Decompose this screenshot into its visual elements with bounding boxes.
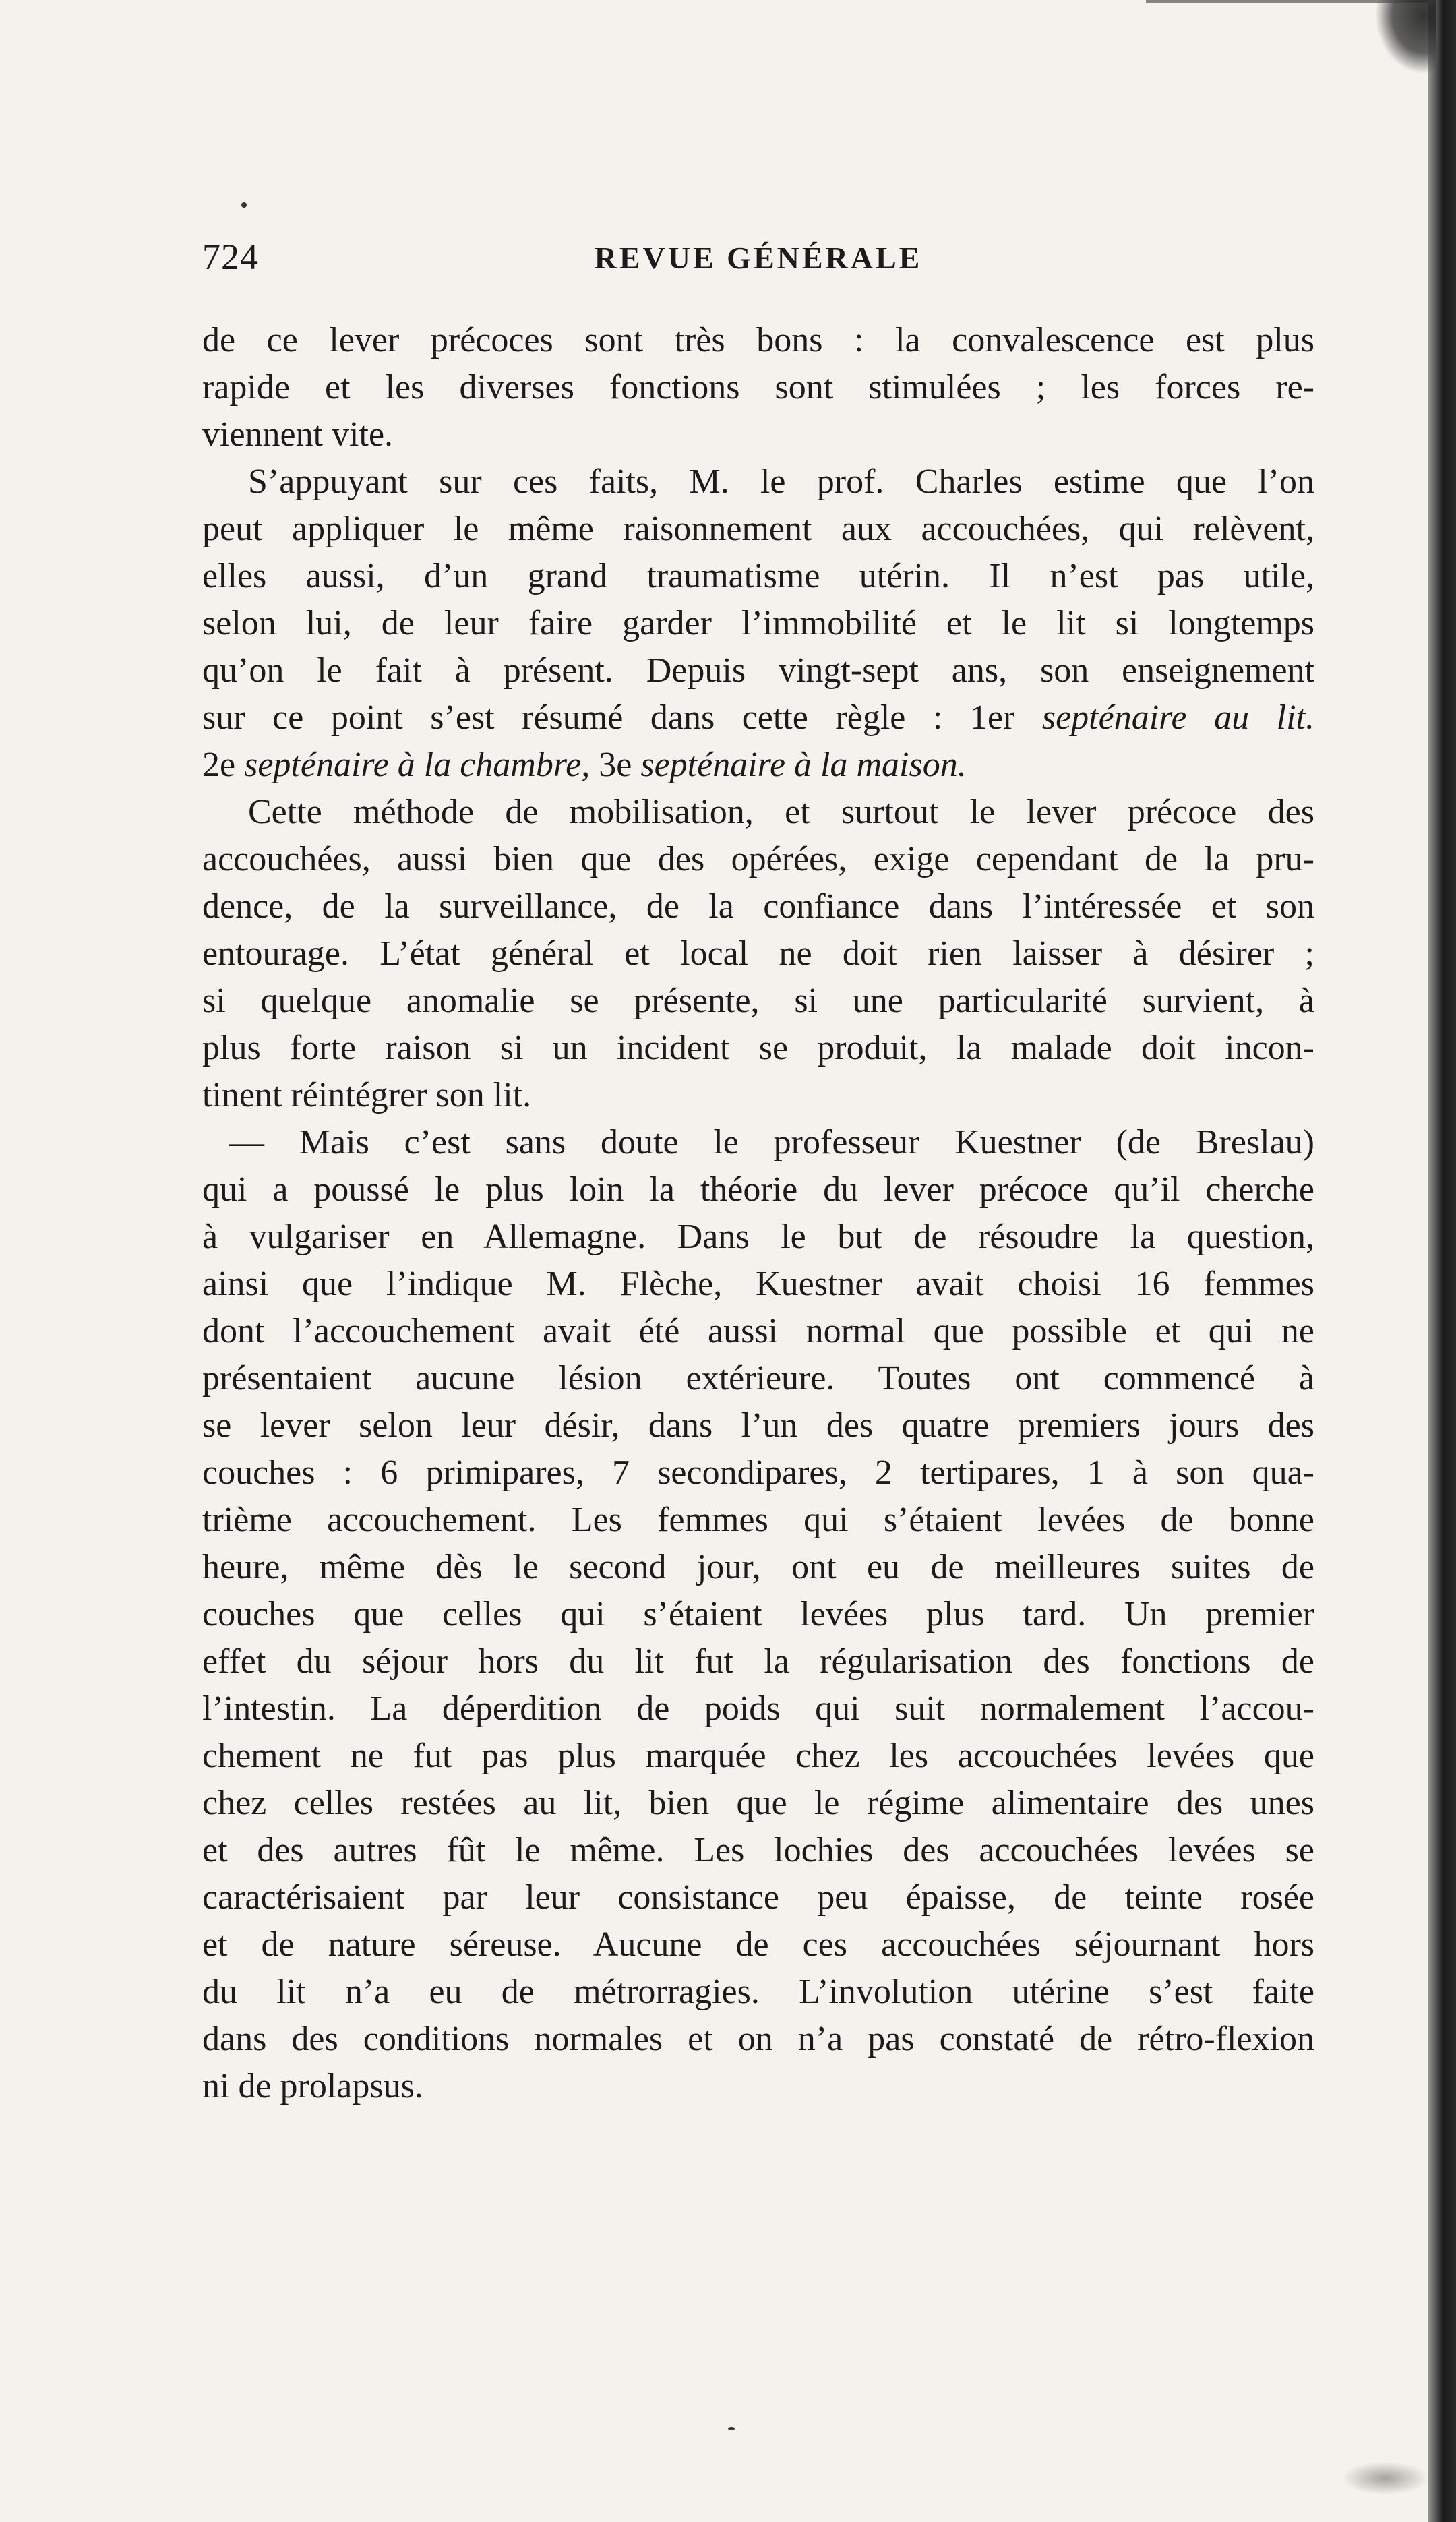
text-line: couches que celles qui s’étaient levées plus tard. Un premier <box>202 1595 1314 1633</box>
text-line: dence, de la surveillance, de la confiance dans l’intéressée et son <box>202 887 1314 926</box>
text-line: plus forte raison si un incident se produit, la malade doit incon- <box>202 1029 1314 1067</box>
text-line: elles aussi, d’un grand traumatisme utérin. Il n’est pas utile, <box>202 557 1314 595</box>
page-right-edge-shadow <box>1428 0 1456 2522</box>
corner-scan-mark <box>1375 0 1436 74</box>
ink-speck <box>241 202 247 208</box>
bottom-scan-smudge <box>1341 2461 1429 2495</box>
text-line: ni de prolapsus. <box>202 2067 423 2105</box>
text-line: heure, même dès le second jour, ont eu de meilleures suites de <box>202 1548 1314 1586</box>
text-line: de ce lever précoces sont très bons : la convalescence est plus <box>202 321 1314 359</box>
text-line: viennent vite. <box>202 415 394 454</box>
text-line: chez celles restées au lit, bien que le régime alimentaire des unes <box>202 1784 1314 1822</box>
text-line: si quelque anomalie se présente, si une particularité survient, à <box>202 982 1314 1020</box>
text-line: rapide et les diverses fonctions sont stimulées ; les forces re- <box>202 368 1314 407</box>
running-title: REVUE GÉNÉRALE <box>594 241 923 275</box>
text-line: Cette méthode de mobilisation, et surtout le lever précoce des <box>248 793 1314 831</box>
text-line: selon lui, de leur faire garder l’immobilité et le lit si longtemps <box>202 604 1314 642</box>
text-line: et des autres fût le même. Les lochies des accouchées levées se <box>202 1831 1314 1869</box>
text-line: et de nature séreuse. Aucune de ces accouchées séjournant hors <box>202 1925 1314 1964</box>
text-line: accouchées, aussi bien que des opérées, exige cependant de la pru- <box>202 840 1314 878</box>
text-fragment: sur ce point s’est résumé dans cette règle : 1er <box>202 698 1015 737</box>
text-line: présentaient aucune lésion extérieure. Toutes ont commencé à <box>202 1359 1314 1398</box>
text-line: couches : 6 primipares, 7 secondipares, 2 tertipares, 1 à son qua- <box>202 1453 1314 1492</box>
text-line: effet du séjour hors du lit fut la régularisation des fonctions de <box>202 1642 1314 1681</box>
italic-phrase: septénaire à la chambre, <box>244 746 590 784</box>
text-fragment: 3e <box>599 746 632 784</box>
italic-phrase: septénaire au lit. <box>1041 698 1314 737</box>
text-line: se lever selon leur désir, dans l’un des quatre premiers jours des <box>202 1406 1314 1445</box>
text-line: chement ne fut pas plus marquée chez les accouchées levées que <box>202 1737 1314 1775</box>
text-line: S’appuyant sur ces faits, M. le prof. Charles estime que l’on <box>248 462 1314 501</box>
text-line: ainsi que l’indique M. Flèche, Kuestner avait choisi 16 femmes <box>202 1265 1314 1303</box>
text-line: qu’on le fait à présent. Depuis vingt-sept ans, son enseignement <box>202 651 1314 690</box>
text-fragment: 2e <box>202 746 236 784</box>
text-line: dans des conditions normales et on n’a pas constaté de rétro-flexion <box>202 2020 1314 2058</box>
ink-speck <box>728 2427 735 2430</box>
text-line: — Mais c’est sans doute le professeur Kuestner (de Breslau) <box>229 1123 1314 1162</box>
italic-phrase: septénaire à la maison. <box>640 746 967 784</box>
text-line <box>202 694 1314 742</box>
text-line: trième accouchement. Les femmes qui s’étaient levées de bonne <box>202 1501 1314 1539</box>
body-text <box>202 317 1314 2110</box>
text-line: l’intestin. La déperdition de poids qui suit normalement l’accou- <box>202 1689 1314 1728</box>
text-line: caractérisaient par leur consistance peu épaisse, de teinte rosée <box>202 1878 1314 1917</box>
text-line: dont l’accouchement avait été aussi normal que possible et qui ne <box>202 1312 1314 1350</box>
text-line: qui a poussé le plus loin la théorie du lever précoce qu’il cherche <box>202 1170 1314 1209</box>
text-line: du lit n’a eu de métrorragies. L’involution utérine s’est faite <box>202 1973 1314 2011</box>
text-line: tinent réintégrer son lit. <box>202 1076 532 1114</box>
text-line <box>202 742 1314 789</box>
page-header <box>202 236 1314 290</box>
text-line: à vulgariser en Allemagne. Dans le but de résoudre la question, <box>202 1218 1314 1256</box>
page-number: 724 <box>202 237 259 277</box>
text-line: peut appliquer le même raisonnement aux accouchées, qui relèvent, <box>202 510 1314 548</box>
text-line: entourage. L’état général et local ne doit rien laisser à désirer ; <box>202 934 1314 973</box>
